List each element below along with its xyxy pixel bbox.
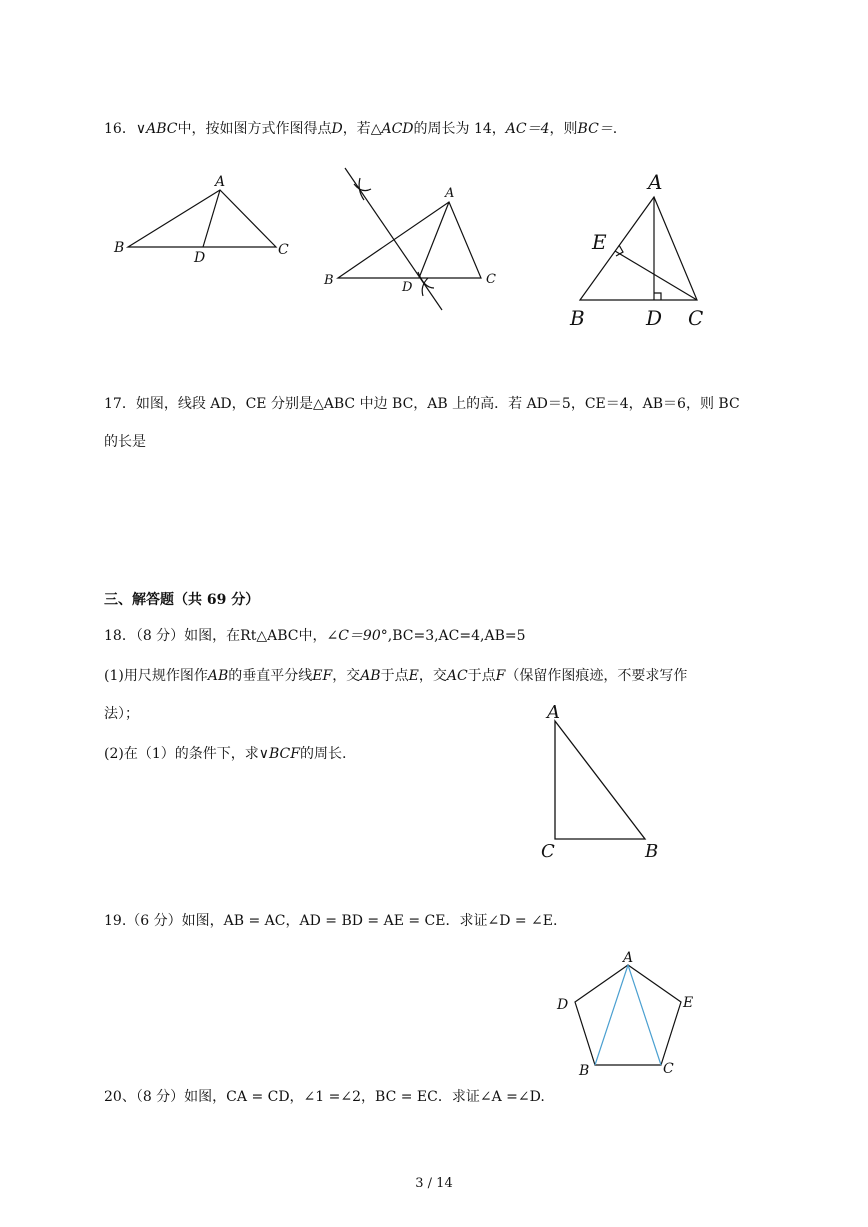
fig17-label-d: D [646, 306, 663, 330]
figure-16-triangle [108, 170, 298, 270]
question-20: 20、（8 分）如图，CA = CD，∠1 =∠2，BC = EC．求证∠A =∠D. [104, 1089, 545, 1105]
question-18-line-1 [104, 626, 526, 646]
fig19-label-c: C [663, 1061, 674, 1077]
q18-p1-g: 于点 [467, 668, 496, 684]
figure-19-pentagon [550, 945, 710, 1080]
fig19-label-d: D [557, 997, 569, 1013]
fig18-label-c: C [541, 841, 555, 862]
q18-p1-f1: ，交 [418, 668, 447, 684]
q16-bc: BC＝ [577, 121, 613, 137]
q18-p1-c: ，交 [332, 668, 361, 684]
q18-p2-bcf: ∨BCF [258, 746, 300, 762]
q16-number: 16． [104, 121, 136, 137]
q18-p1-f: F [495, 668, 506, 684]
q18-p1-a: (1)用尺规作图作 [104, 668, 208, 684]
q18-p1-ab: AB [207, 668, 229, 684]
q18-p1-ac: AC [446, 668, 468, 684]
fig16b-label-d: D [402, 280, 413, 295]
question-18-part-2 [104, 744, 346, 764]
q18-p1-b: 的垂直平分线 [228, 668, 313, 684]
q18-rt-triangle: Rt△ABC [240, 628, 299, 644]
q18-lengths: ,BC=3,AC=4,AB=5 [387, 628, 526, 644]
q18-p1-ef: EF [312, 668, 333, 684]
page-number: 3 / 14 [415, 1176, 453, 1191]
q16-text-3: 的周长为 14， [413, 121, 506, 137]
q16-ac: AC＝4 [505, 121, 550, 137]
question-18-part-1-line-2: 法）； [104, 706, 139, 722]
figure-16-construction [320, 160, 510, 320]
section-3-heading: 三、解答题（共 69 分） [104, 592, 260, 608]
fig17-label-c: C [688, 306, 704, 330]
question-17-line-1: 17．如图，线段 AD，CE 分别是△ABC 中边 BC，AB 上的高．若 AD＝5，CE＝4，AB＝6，则 BC [104, 396, 740, 412]
q16-text-4: ，则 [549, 121, 578, 137]
fig19-label-a: A [623, 950, 634, 966]
fig16a-label-b: B [114, 240, 125, 256]
fig19-label-b: B [579, 1063, 590, 1079]
q18-p1-e: E [408, 668, 419, 684]
q18-intro: 18．（8 分）如图，在 [104, 628, 241, 644]
fig17-label-e: E [592, 230, 607, 254]
q18-p1-ab2: AB [360, 668, 381, 684]
figure-17-triangle [560, 165, 720, 340]
q18-p1-d: 于点 [380, 668, 409, 684]
fig17-label-a: A [648, 170, 663, 194]
question-17-line-2: 的长是 [104, 434, 146, 450]
fig18-label-a: A [547, 702, 560, 723]
fig16b-label-c: C [486, 272, 496, 287]
figure-18-right-triangle [535, 700, 675, 865]
q16-triangle-symbol: ∨ [135, 121, 147, 137]
q16-point-d: D [331, 121, 343, 137]
fig16b-label-b: B [324, 273, 334, 288]
q16-acd: △ACD [370, 121, 414, 137]
fig16a-label-d: D [194, 250, 206, 266]
question-16 [104, 119, 617, 139]
q18-p2-b: 的周长. [299, 746, 347, 762]
q18-p2-a: (2)在（1）的条件下，求 [104, 746, 259, 762]
fig16a-label-a: A [215, 174, 226, 190]
q16-abc: ABC [146, 121, 178, 137]
q16-text-5: . [612, 121, 618, 137]
fig16a-label-c: C [278, 242, 289, 258]
q16-text-2: ，若 [342, 121, 371, 137]
q18-p1-h: （保留作图痕迹，不要求写作 [505, 668, 688, 684]
fig16b-label-a: A [445, 186, 455, 201]
fig19-inner-triangle [595, 965, 661, 1065]
q18-angle-c: ∠C＝90° [326, 628, 388, 644]
question-19: 19.（6 分）如图，AB = AC，AD = BD = AE = CE．求证∠D = ∠E. [104, 913, 558, 929]
q18-text-b: 中， [298, 628, 327, 644]
fig17-label-b: B [570, 306, 585, 330]
fig19-label-e: E [683, 995, 694, 1011]
fig18-label-b: B [645, 841, 659, 862]
question-18-part-1 [104, 666, 687, 686]
q16-text-1: 中，按如图方式作图得点 [177, 121, 332, 137]
